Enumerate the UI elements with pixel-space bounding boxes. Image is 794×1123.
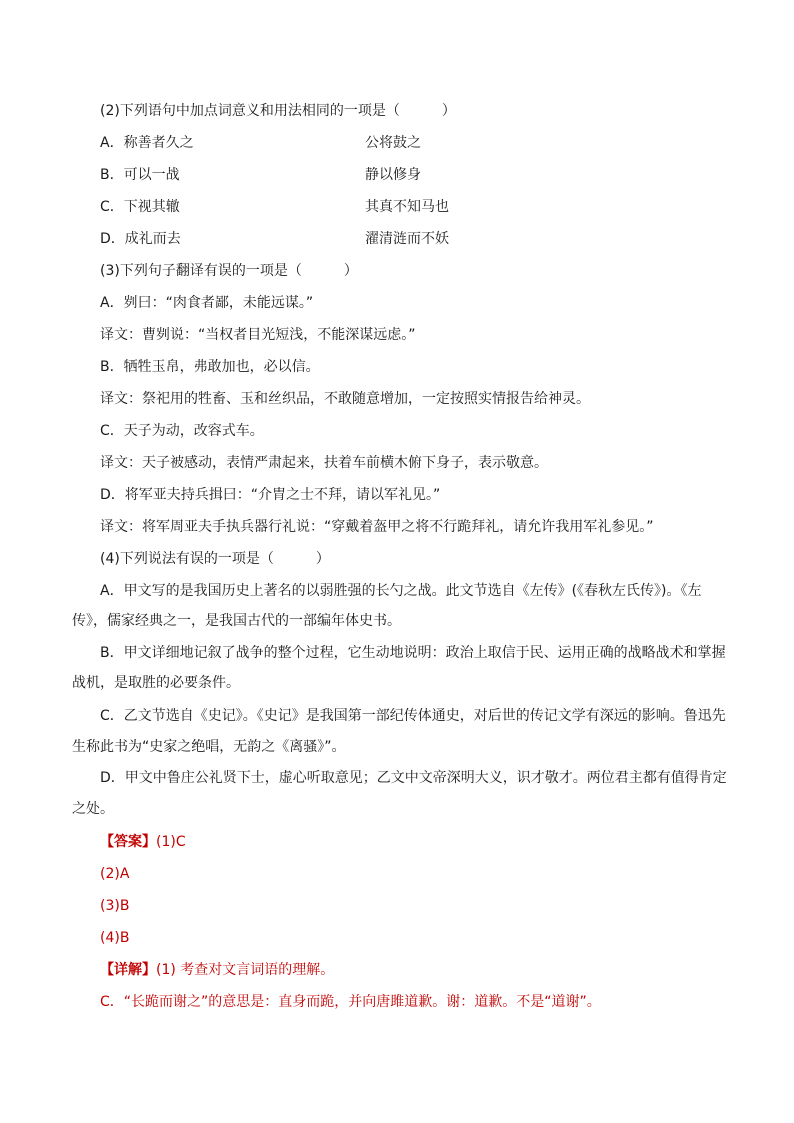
q3-translation-b: 译文：祭祀用的牲畜、玉和丝织品，不敢随意增加，一定按照实情报告给神灵。 [100,391,590,407]
q3-stem: (3)下列句子翻译有误的一项是（ ） [100,263,358,279]
q2-option-d-left: D．成礼而去 [100,231,181,247]
q2-option-b [100,165,500,185]
q4-option-c-line2: 生称此书为“史家之绝唱，无韵之《离骚》”。 [72,739,346,755]
q4-option-c-line1: C．乙文节选自《史记》。《史记》是我国第一部纪传体通史，对后世的传记文学有深远的影响。鲁迅先 [100,708,726,724]
q4-option-a-line2: 传》，儒家经典之一，是我国古代的一部编年体史书。 [72,613,401,629]
q2-option-c-left: C．下视其辙 [100,199,180,215]
q2-stem: (2)下列语句中加点词意义和用法相同的一项是（ ） [100,103,456,119]
q3-option-b: B．牺牲玉帛，弗敢加也，必以信。 [100,359,320,375]
q4-option-a-line1: A．甲文写的是我国历史上著名的以弱胜强的长勺之战。此文节选自《左传》(《春秋左氏传》)。《左 [100,583,702,599]
q2-option-c-right: 其真不知马也 [365,199,449,215]
q3-option-c: C．天子为动，改容式车。 [100,423,264,439]
q3-option-d: D．将军亚夫持兵揖曰：“介胄之士不拜，请以军礼见。” [100,487,441,503]
q4-option-d-line2: 之处。 [72,801,114,817]
answer-line [100,832,186,852]
answer-label: 【答案】 [100,834,156,850]
q3-option-a: A．刿曰：“肉食者鄙，未能远谋。” [100,295,314,311]
q3-translation-a: 译文：曹刿说：“当权者目光短浅，不能深谋远虑。” [100,327,416,343]
answer-4: (4)B [100,930,130,946]
q2-option-c [100,197,500,217]
answer-3: (3)B [100,898,130,914]
detail-option-c: C．“长跪而谢之”的意思是：直身而跪，并向唐雎道歉。谢：道歉。不是“道谢”。 [100,994,601,1010]
q4-option-d-line1: D．甲文中鲁庄公礼贤下士，虚心听取意见；乙文中文帝深明大义，识才敬才。两位君主都有值得肯定 [100,770,727,786]
q4-option-b-line2: 战机，是取胜的必要条件。 [72,675,240,691]
q4-stem: (4)下列说法有误的一项是（ ） [100,551,330,567]
q2-option-a-left: A．称善者久之 [100,135,194,151]
q3-translation-d: 译文：将军周亚夫手执兵器行礼说：“穿戴着盔甲之将不行跪拜礼，请允许我用军礼参见。” [100,519,654,535]
detail-label: 【详解】 [100,962,156,978]
q2-option-a [100,133,500,153]
detail-line [100,960,334,980]
q2-option-b-left: B．可以一战 [100,167,180,183]
q4-option-b-line1: B．甲文详细地记叙了战争的整个过程，它生动地说明：政治上取信于民、运用正确的战略战术和掌握 [100,645,726,661]
detail-text: (1) 考查对文言词语的理解。 [156,962,335,978]
q3-translation-c: 译文：天子被感动，表情严肃起来，扶着车前横木俯下身子，表示敬意。 [100,455,548,471]
answer-2: (2)A [100,866,130,882]
q2-option-d [100,229,500,249]
q2-option-d-right: 濯清涟而不妖 [365,231,449,247]
answer-1: (1)C [156,834,186,850]
q2-option-b-right: 静以修身 [365,167,421,183]
q2-option-a-right: 公将鼓之 [365,135,421,151]
